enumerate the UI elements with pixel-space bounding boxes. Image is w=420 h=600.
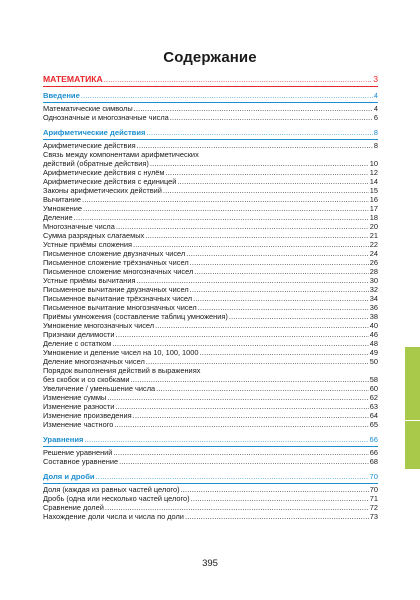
toc-entry[interactable] (43, 411, 378, 420)
toc-entry-page: 65 (369, 420, 378, 429)
toc-entry[interactable] (43, 249, 378, 258)
toc-entry-page: 60 (369, 384, 378, 393)
toc-entry-page: 21 (369, 231, 378, 240)
toc-entry-page: 48 (369, 339, 378, 348)
toc-entry-page: 8 (373, 141, 378, 150)
toc-entry-label: Многозначные числа (43, 222, 115, 231)
dot-leader (84, 435, 368, 445)
toc-entry-page: 40 (369, 321, 378, 330)
toc-main-heading-label: МАТЕМАТИКА (43, 74, 103, 84)
toc-entry-label: Деление многозначных чисел (43, 357, 145, 366)
dot-leader (181, 485, 369, 494)
dot-leader (191, 494, 369, 503)
divider (43, 86, 378, 87)
dot-leader (133, 411, 369, 420)
toc-entry[interactable] (43, 186, 378, 195)
toc-entry[interactable] (43, 512, 378, 521)
toc-entry-label: Доля (каждая из равных частей целого) (43, 485, 180, 494)
toc-entry[interactable] (43, 141, 378, 150)
dot-leader (145, 231, 369, 240)
toc-entry-page: 73 (369, 512, 378, 521)
toc-entry-label: Дробь (одна или несколько частей целого) (43, 494, 190, 503)
toc-entry[interactable] (43, 330, 378, 339)
toc-entry[interactable] (43, 339, 378, 348)
table-of-contents (43, 74, 378, 521)
dot-leader (131, 375, 369, 384)
toc-entry-page: 20 (369, 222, 378, 231)
toc-entry-page: 10 (369, 159, 378, 168)
toc-entry-label: Нахождение доли числа и числа по доли (43, 512, 184, 521)
toc-entry-label: Письменное сложение многозначных чисел (43, 267, 194, 276)
toc-entry[interactable] (43, 159, 378, 168)
dot-leader (114, 420, 368, 429)
dot-leader (81, 91, 373, 101)
toc-entry[interactable] (43, 485, 378, 494)
toc-entry-page: 22 (369, 240, 378, 249)
divider (43, 102, 378, 103)
dot-leader (155, 321, 369, 330)
toc-entry[interactable] (43, 393, 378, 402)
toc-entry-label: Арифметические действия (43, 141, 136, 150)
toc-entry-page: 71 (369, 494, 378, 503)
toc-entry-label: Умножение многозначных чисел (43, 321, 155, 330)
toc-entry-page: 15 (369, 186, 378, 195)
toc-section-label: Доля и дроби (43, 472, 95, 481)
dot-leader (177, 177, 368, 186)
toc-section-label: Уравнения (43, 435, 84, 444)
toc-section-page: 70 (369, 472, 378, 481)
toc-entry[interactable] (43, 213, 378, 222)
toc-entry[interactable] (43, 357, 378, 366)
toc-entry-label: Порядок выполнения действий в выражениях (43, 366, 201, 375)
toc-entry[interactable] (43, 294, 378, 303)
toc-entry-label: Изменение разности (43, 402, 115, 411)
toc-entry[interactable] (43, 303, 378, 312)
toc-entry-page: 68 (369, 457, 378, 466)
toc-entry-page: 72 (369, 503, 378, 512)
dot-leader (146, 128, 372, 138)
toc-entry[interactable] (43, 285, 378, 294)
toc-entry-page: 36 (369, 303, 378, 312)
toc-entry[interactable] (43, 231, 378, 240)
dot-leader (229, 312, 369, 321)
dot-leader (134, 104, 373, 113)
toc-entry-page: 66 (369, 448, 378, 457)
dot-leader (116, 330, 369, 339)
dot-leader (185, 512, 369, 521)
toc-entry[interactable] (43, 312, 378, 321)
toc-entry-page: 12 (369, 168, 378, 177)
toc-entry[interactable] (43, 276, 378, 285)
toc-entry-page: 64 (369, 411, 378, 420)
toc-entry[interactable] (43, 104, 378, 113)
toc-entry-page: 6 (373, 113, 378, 122)
dot-leader (146, 357, 369, 366)
dot-leader (186, 249, 369, 258)
toc-entry-label: Связь между компонентами арифметических (43, 150, 199, 159)
toc-entry-label: Изменение суммы (43, 393, 107, 402)
toc-entry-label: Письменное сложение двузначных чисел (43, 249, 186, 258)
toc-entry[interactable] (43, 384, 378, 393)
dot-leader (198, 303, 369, 312)
toc-entry-label: Умножение (43, 204, 82, 213)
toc-entry-page: 63 (369, 402, 378, 411)
toc-entry-page: 14 (369, 177, 378, 186)
dot-leader (190, 258, 369, 267)
dot-leader (194, 267, 369, 276)
toc-entry[interactable] (43, 402, 378, 411)
dot-leader (113, 448, 368, 457)
toc-entry[interactable] (43, 195, 378, 204)
toc-entry[interactable] (43, 258, 378, 267)
toc-entry[interactable] (43, 503, 378, 512)
toc-entry[interactable] (43, 494, 378, 503)
toc-entry-label: Арифметические действия с нулём (43, 168, 165, 177)
divider (43, 483, 378, 484)
section-side-tab (405, 347, 420, 420)
page-title: Содержание (163, 49, 257, 66)
toc-section-page: 66 (369, 435, 378, 444)
toc-entry-label: Увеличение / уменьшение числа (43, 384, 156, 393)
toc-entry-label: Изменение частного (43, 420, 114, 429)
toc-section-page: 8 (373, 128, 378, 137)
toc-entry-label: Письменное вычитание трёхзначных чисел (43, 294, 193, 303)
toc-main-heading[interactable] (43, 74, 378, 85)
toc-entry-page: 32 (369, 285, 378, 294)
toc-entry-label: Письменное вычитание двузначных чисел (43, 285, 189, 294)
dot-leader (112, 339, 368, 348)
toc-entry-label: Деление с остатком (43, 339, 112, 348)
toc-entry[interactable] (43, 222, 378, 231)
toc-entry-page: 38 (369, 312, 378, 321)
toc-entry-label: Устные приёмы вычитания (43, 276, 136, 285)
toc-entry-label: Признаки делимости (43, 330, 115, 339)
toc-entry-label: Арифметические действия с единицей (43, 177, 177, 186)
toc-entry-label: Решение уравнений (43, 448, 113, 457)
dot-leader (133, 240, 369, 249)
dot-leader (105, 503, 369, 512)
toc-entry[interactable] (43, 204, 378, 213)
toc-entry[interactable] (43, 168, 378, 177)
toc-entry-label: без скобок и со скобками (43, 375, 130, 384)
toc-entry-label: Письменное сложение трёхзначных чисел (43, 258, 189, 267)
toc-entry-label: Сумма разрядных слагаемых (43, 231, 145, 240)
dot-leader (193, 294, 369, 303)
divider (43, 446, 378, 447)
dot-leader (166, 168, 369, 177)
toc-entry-line[interactable] (43, 150, 378, 159)
toc-entry[interactable] (43, 177, 378, 186)
toc-section-equations[interactable] (43, 435, 378, 445)
toc-entry[interactable] (43, 448, 378, 457)
toc-entry-label: Умножение и деление чисел на 10, 100, 1000 (43, 348, 199, 357)
toc-section-intro[interactable] (43, 91, 378, 101)
dot-leader (116, 222, 369, 231)
toc-entry-label: Законы арифметических действий (43, 186, 162, 195)
dot-leader (104, 74, 372, 85)
toc-entry-page: 4 (373, 104, 378, 113)
toc-entry[interactable] (43, 113, 378, 122)
toc-section-label: Введение (43, 91, 80, 100)
toc-entry-label: Составное уравнение (43, 457, 119, 466)
toc-entry-page: 34 (369, 294, 378, 303)
dot-leader (83, 204, 369, 213)
dot-leader (82, 195, 369, 204)
divider (43, 139, 378, 140)
dot-leader (137, 141, 373, 150)
toc-entry-label: Изменение произведения (43, 411, 132, 420)
toc-entry[interactable] (43, 348, 378, 357)
toc-section-arithmetic[interactable] (43, 128, 378, 138)
toc-entry-line[interactable] (43, 366, 378, 375)
toc-entry-page: 49 (369, 348, 378, 357)
toc-entry-page: 24 (369, 249, 378, 258)
dot-leader (200, 348, 369, 357)
dot-leader (74, 213, 369, 222)
dot-leader (115, 402, 368, 411)
toc-entry-page: 46 (369, 330, 378, 339)
toc-entry-label: Математические символы (43, 104, 133, 113)
toc-entry-page: 16 (369, 195, 378, 204)
toc-entry-page: 30 (369, 276, 378, 285)
toc-entry-page: 62 (369, 393, 378, 402)
dot-leader (163, 186, 369, 195)
toc-entry[interactable] (43, 267, 378, 276)
toc-main-heading-page: 3 (373, 74, 378, 84)
toc-entry-page: 26 (369, 258, 378, 267)
toc-entry-page: 50 (369, 357, 378, 366)
toc-entry-label: Вычитание (43, 195, 81, 204)
toc-entry-label: Однозначные и многозначные числа (43, 113, 169, 122)
dot-leader (119, 457, 369, 466)
toc-entry-label: Приёмы умножения (составление таблиц умножения) (43, 312, 228, 321)
toc-entry-page: 17 (369, 204, 378, 213)
section-side-tab (405, 421, 420, 469)
dot-leader (156, 384, 369, 393)
dot-leader (150, 159, 369, 168)
dot-leader (190, 285, 369, 294)
toc-entry-label: Письменное вычитание многозначных чисел (43, 303, 197, 312)
toc-section-fractions[interactable] (43, 472, 378, 482)
dot-leader (170, 113, 373, 122)
toc-entry-page: 18 (369, 213, 378, 222)
dot-leader (96, 472, 369, 482)
toc-entry-label: Устные приёмы сложения (43, 240, 133, 249)
toc-section-page: 4 (373, 91, 378, 100)
toc-entry[interactable] (43, 375, 378, 384)
dot-leader (107, 393, 369, 402)
toc-entry[interactable] (43, 457, 378, 466)
page-number: 395 (202, 558, 218, 569)
toc-entry-page: 70 (369, 485, 378, 494)
dot-leader (136, 276, 368, 285)
toc-entry[interactable] (43, 240, 378, 249)
toc-entry-label: Сравнение долей (43, 503, 104, 512)
toc-entry-label: действий (обратные действия) (43, 159, 149, 168)
toc-entry[interactable] (43, 321, 378, 330)
toc-entry-page: 58 (369, 375, 378, 384)
toc-section-label: Арифметические действия (43, 128, 146, 137)
toc-entry[interactable] (43, 420, 378, 429)
toc-entry-page: 28 (369, 267, 378, 276)
toc-entry-label: Деление (43, 213, 73, 222)
